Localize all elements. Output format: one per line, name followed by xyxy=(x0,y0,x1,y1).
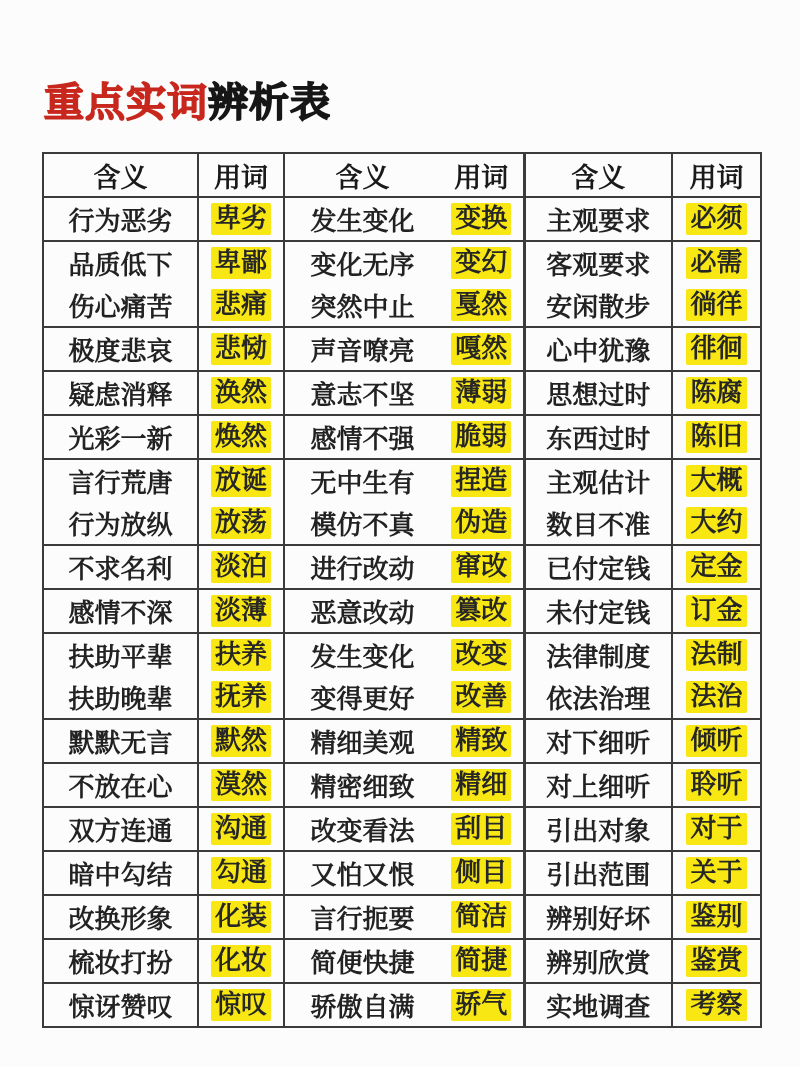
highlighted-word: 精细 xyxy=(451,769,511,802)
meaning-cell: 安闲散步 xyxy=(524,284,672,327)
meaning-cell: 辨别欣赏 xyxy=(524,939,672,983)
meaning-cell: 梳妆打扮 xyxy=(43,939,198,983)
highlighted-word: 抚养 xyxy=(211,681,271,714)
highlighted-word: 简捷 xyxy=(451,945,511,978)
meaning-cell: 极度悲哀 xyxy=(43,327,198,371)
meaning-cell: 行为恶劣 xyxy=(43,197,198,241)
highlighted-word: 嘎然 xyxy=(451,333,511,366)
meaning-cell: 扶助晚辈 xyxy=(43,676,198,719)
word-cell xyxy=(198,983,284,1027)
table-row xyxy=(43,895,761,939)
table-row xyxy=(43,197,761,241)
highlighted-word: 悲痛 xyxy=(211,289,271,322)
meaning-cell: 引出对象 xyxy=(524,807,672,851)
meaning-cell: 疑虑消释 xyxy=(43,371,198,415)
table-row xyxy=(43,327,761,371)
meaning-cell: 依法治理 xyxy=(524,676,672,719)
highlighted-word: 关于 xyxy=(686,857,746,890)
column-header-word-3: 用词 xyxy=(672,153,761,197)
highlighted-word: 定金 xyxy=(686,551,746,584)
meaning-cell: 实地调查 xyxy=(524,983,672,1027)
meaning-cell: 主观要求 xyxy=(524,197,672,241)
highlighted-word: 订金 xyxy=(686,595,746,628)
title-emphasis-red: 重点实词 xyxy=(44,81,208,125)
word-cell xyxy=(672,719,761,763)
meaning-cell: 感情不强 xyxy=(284,415,440,459)
meaning-cell: 主观估计 xyxy=(524,459,672,502)
highlighted-word: 脆弱 xyxy=(451,421,511,454)
meaning-cell: 改变看法 xyxy=(284,807,440,851)
highlighted-word: 卑劣 xyxy=(211,203,271,236)
table-row xyxy=(43,589,761,633)
highlighted-word: 漠然 xyxy=(211,769,271,802)
meaning-cell: 心中犹豫 xyxy=(524,327,672,371)
highlighted-word: 必须 xyxy=(686,203,746,236)
meaning-cell: 恶意改动 xyxy=(284,589,440,633)
highlighted-word: 涣然 xyxy=(211,377,271,410)
table-row xyxy=(43,502,761,545)
meaning-cell: 精密细致 xyxy=(284,763,440,807)
table-row xyxy=(43,545,761,589)
meaning-cell: 变化无序 xyxy=(284,241,440,284)
meaning-cell: 感情不深 xyxy=(43,589,198,633)
word-cell xyxy=(198,719,284,763)
highlighted-word: 化装 xyxy=(211,901,271,934)
meaning-cell: 惊讶赞叹 xyxy=(68,991,173,1022)
highlighted-word: 鉴别 xyxy=(686,901,746,934)
meaning-cell: 不放在心 xyxy=(43,763,198,807)
word-cell xyxy=(198,371,284,415)
meaning-cell: 对上细听 xyxy=(524,763,672,807)
table-row xyxy=(43,719,761,763)
word-cell xyxy=(672,241,761,284)
meaning-cell: 言行扼要 xyxy=(284,895,440,939)
word-cell xyxy=(440,763,524,807)
word-cell xyxy=(672,895,761,939)
word-cell xyxy=(672,502,761,545)
highlighted-word: 简洁 xyxy=(451,901,511,934)
word-cell xyxy=(672,589,761,633)
word-cell xyxy=(198,807,284,851)
word-cell xyxy=(672,197,761,241)
highlighted-word: 惊叹 xyxy=(211,989,271,1022)
highlighted-word: 对于 xyxy=(686,813,746,846)
table-row xyxy=(43,851,761,895)
word-cell xyxy=(198,763,284,807)
highlighted-word: 倾听 xyxy=(686,725,746,758)
word-cell xyxy=(672,284,761,327)
table-row xyxy=(43,241,761,284)
meaning-cell: 进行改动 xyxy=(284,545,440,589)
meaning-cell: 扶助平辈 xyxy=(68,641,173,672)
table-row xyxy=(43,284,761,327)
word-cell xyxy=(440,545,524,589)
highlighted-word: 法制 xyxy=(686,639,746,672)
meaning-cell: 双方连通 xyxy=(43,807,198,851)
table-row xyxy=(43,676,761,719)
highlighted-word: 窜改 xyxy=(451,551,511,584)
meaning-cell: 对下细听 xyxy=(524,719,672,763)
highlighted-word: 陈旧 xyxy=(686,421,746,454)
meaning-cell: 精细美观 xyxy=(284,719,440,763)
page-title xyxy=(44,80,331,126)
table-header xyxy=(43,153,761,197)
column-header-meaning-1: 含义 xyxy=(43,153,198,197)
word-cell xyxy=(198,197,284,241)
highlighted-word: 改变 xyxy=(451,639,511,672)
meaning-cell: 言行荒唐 xyxy=(68,467,173,498)
meaning-cell: 品质低下 xyxy=(68,249,173,280)
table-row xyxy=(43,415,761,459)
vocab-table xyxy=(42,152,762,1028)
word-cell xyxy=(672,983,761,1027)
word-cell xyxy=(198,545,284,589)
word-cell xyxy=(198,633,284,676)
word-cell xyxy=(672,939,761,983)
highlighted-word: 徜徉 xyxy=(686,289,746,322)
meaning-cell: 又怕又恨 xyxy=(284,851,440,895)
meaning-cell: 模仿不真 xyxy=(284,502,440,545)
table-row xyxy=(43,939,761,983)
highlighted-word: 考察 xyxy=(686,989,746,1022)
header-row xyxy=(43,153,761,197)
word-cell xyxy=(440,807,524,851)
word-cell xyxy=(198,676,284,719)
highlighted-word: 沟通 xyxy=(211,813,271,846)
meaning-cell: 东西过时 xyxy=(524,415,672,459)
word-cell xyxy=(440,371,524,415)
highlighted-word: 精致 xyxy=(451,725,511,758)
table-row xyxy=(43,633,761,676)
word-cell xyxy=(672,851,761,895)
table-row xyxy=(43,807,761,851)
word-cell xyxy=(198,459,284,502)
highlighted-word: 变幻 xyxy=(451,247,511,280)
meaning-cell: 辨别好坏 xyxy=(524,895,672,939)
meaning-cell: 不求名利 xyxy=(43,545,198,589)
highlighted-word: 侧目 xyxy=(451,857,511,890)
meaning-cell: 骄傲自满 xyxy=(284,983,440,1027)
highlighted-word: 戛然 xyxy=(451,289,511,322)
highlighted-word: 焕然 xyxy=(211,421,271,454)
highlighted-word: 鉴赏 xyxy=(686,945,746,978)
meaning-cell: 已付定钱 xyxy=(524,545,672,589)
title-rest-black: 辨析表 xyxy=(208,81,331,125)
meaning-cell: 改换形象 xyxy=(43,895,198,939)
highlighted-word: 大概 xyxy=(686,465,746,498)
word-cell xyxy=(440,502,524,545)
word-cell xyxy=(440,895,524,939)
highlighted-word: 薄弱 xyxy=(451,377,511,410)
highlighted-word: 骄气 xyxy=(451,989,511,1022)
highlighted-word: 化妆 xyxy=(211,945,271,978)
meaning-cell: 未付定钱 xyxy=(524,589,672,633)
meaning-cell: 发生变化 xyxy=(284,197,440,241)
meaning-cell: 引出范围 xyxy=(524,851,672,895)
highlighted-word: 必需 xyxy=(686,247,746,280)
highlighted-word: 卑鄙 xyxy=(211,247,271,280)
word-cell xyxy=(440,589,524,633)
highlighted-word: 伪造 xyxy=(451,507,511,540)
meaning-cell: 法律制度 xyxy=(524,633,672,676)
highlighted-word: 篡改 xyxy=(451,595,511,628)
meaning-cell: 数目不准 xyxy=(524,502,672,545)
word-cell xyxy=(198,502,284,545)
word-cell xyxy=(672,459,761,502)
word-cell xyxy=(672,676,761,719)
highlighted-word: 勾通 xyxy=(211,857,271,890)
word-cell xyxy=(198,589,284,633)
table-row xyxy=(43,371,761,415)
word-cell xyxy=(672,371,761,415)
word-cell xyxy=(672,415,761,459)
meaning-cell: 客观要求 xyxy=(524,241,672,284)
highlighted-word: 放诞 xyxy=(211,465,271,498)
word-cell xyxy=(440,327,524,371)
word-cell xyxy=(440,851,524,895)
word-cell xyxy=(440,459,524,502)
table-row xyxy=(43,459,761,502)
highlighted-word: 淡泊 xyxy=(211,551,271,584)
meaning-cell: 变得更好 xyxy=(284,676,440,719)
meaning-cell: 默默无言 xyxy=(43,719,198,763)
word-cell xyxy=(440,284,524,327)
highlighted-word: 捏造 xyxy=(451,465,511,498)
meaning-cell: 思想过时 xyxy=(524,371,672,415)
highlighted-word: 变换 xyxy=(451,203,511,236)
word-cell xyxy=(198,851,284,895)
highlighted-word: 扶养 xyxy=(211,639,271,672)
word-cell xyxy=(198,415,284,459)
table-row xyxy=(43,983,761,1027)
column-header-meaning-3: 含义 xyxy=(524,153,672,197)
column-header-word-1: 用词 xyxy=(198,153,284,197)
meaning-cell: 突然中止 xyxy=(284,284,440,327)
highlighted-word: 大约 xyxy=(686,507,746,540)
word-cell xyxy=(672,633,761,676)
word-cell xyxy=(672,327,761,371)
word-cell xyxy=(198,241,284,284)
word-cell xyxy=(440,241,524,284)
word-cell xyxy=(198,284,284,327)
meaning-cell: 光彩一新 xyxy=(43,415,198,459)
word-cell xyxy=(440,983,524,1027)
word-cell xyxy=(672,807,761,851)
highlighted-word: 淡薄 xyxy=(211,595,271,628)
highlighted-word: 聆听 xyxy=(686,769,746,802)
highlighted-word: 陈腐 xyxy=(686,377,746,410)
meaning-cell: 意志不坚 xyxy=(284,371,440,415)
word-cell xyxy=(672,545,761,589)
word-cell xyxy=(198,939,284,983)
meaning-cell: 简便快捷 xyxy=(284,939,440,983)
highlighted-word: 法治 xyxy=(686,681,746,714)
word-cell xyxy=(440,719,524,763)
table-row xyxy=(43,763,761,807)
meaning-cell: 无中生有 xyxy=(284,459,440,502)
word-cell xyxy=(672,763,761,807)
word-cell xyxy=(440,939,524,983)
word-cell xyxy=(440,633,524,676)
table-body xyxy=(43,197,761,1027)
meaning-cell: 暗中勾结 xyxy=(43,851,198,895)
highlighted-word: 刮目 xyxy=(451,813,511,846)
word-cell xyxy=(198,895,284,939)
word-cell xyxy=(440,676,524,719)
column-header-word-2: 用词 xyxy=(440,153,524,197)
highlighted-word: 默然 xyxy=(211,725,271,758)
meaning-cell: 声音嘹亮 xyxy=(284,327,440,371)
meaning-cell: 伤心痛苦 xyxy=(43,284,198,327)
meaning-cell: 行为放纵 xyxy=(43,502,198,545)
column-header-meaning-2: 含义 xyxy=(284,153,440,197)
highlighted-word: 改善 xyxy=(451,681,511,714)
word-cell xyxy=(440,197,524,241)
highlighted-word: 徘徊 xyxy=(686,333,746,366)
highlighted-word: 放荡 xyxy=(211,507,271,540)
highlighted-word: 悲恸 xyxy=(211,333,271,366)
word-cell xyxy=(440,415,524,459)
word-cell xyxy=(198,327,284,371)
meaning-cell: 发生变化 xyxy=(284,633,440,676)
